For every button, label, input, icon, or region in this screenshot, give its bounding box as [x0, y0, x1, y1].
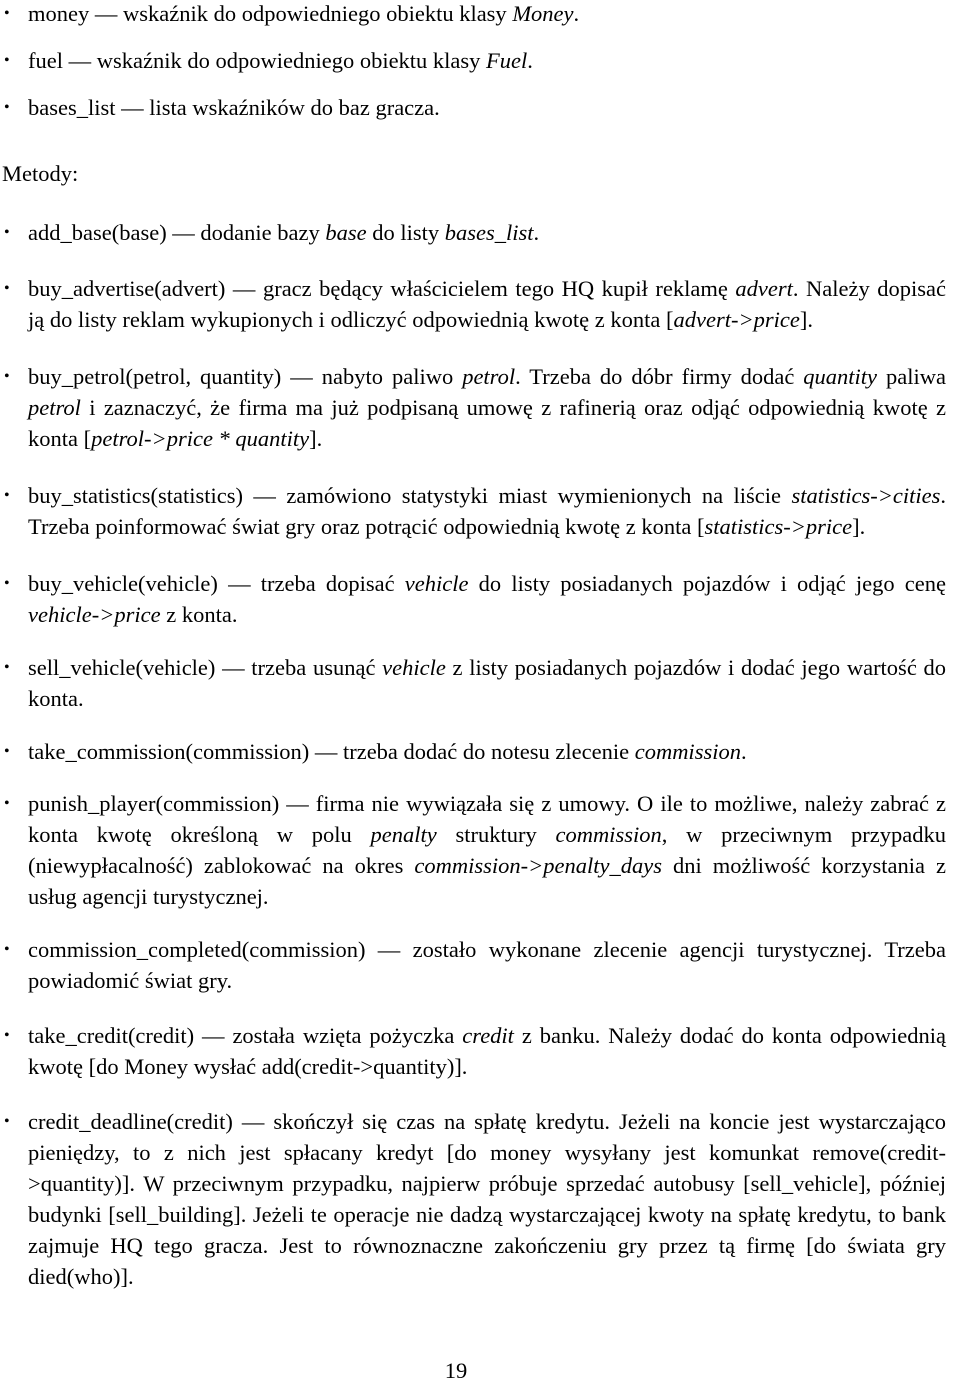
bullet: • [4, 5, 10, 22]
bullet: • [4, 99, 10, 116]
method-text: commission_completed(commission) — zostało wykonane zlecenie agencji turystycznej. Trzeba powiadomić świat gry. [28, 937, 946, 993]
method-text: i zaznaczyć, że firma ma już podpisaną umowę z rafinerią oraz odjąć odpowiednią kwotę z konta [ [28, 395, 946, 451]
method-italic-term: vehicle [404, 571, 469, 596]
method-item [0, 217, 960, 248]
method-text: struktury [436, 822, 556, 847]
method-text: z listy posiadanych pojazdów i dodać jego wartość do konta. [28, 655, 946, 711]
bullet: • [4, 52, 10, 69]
field-desc: — wskaźnik do odpowiedniego obiektu klasy [89, 1, 513, 26]
field-class: Fuel [486, 48, 528, 73]
bullet: • [4, 368, 10, 385]
field-item-money [0, 0, 960, 29]
field-desc-end: . [573, 1, 580, 26]
field-desc-end: . [527, 48, 533, 73]
bullet: • [4, 941, 10, 958]
method-item [0, 273, 960, 335]
method-text: . Trzeba do dóbr firmy dodać [515, 364, 804, 389]
method-text: do listy [366, 220, 445, 245]
method-text: do listy posiadanych pojazdów i odjąć jego cenę [468, 571, 947, 596]
method-italic-term: commission [555, 822, 662, 847]
method-italic-term: petrol->price * quantity [91, 426, 310, 451]
field-item-bases-list [0, 92, 960, 123]
method-italic-term: statistics->price [704, 514, 853, 539]
method-text: , w przeciwnym przypadku (niewypłacalność) zablokować na okres [28, 822, 947, 878]
method-italic-term: penalty [370, 822, 437, 847]
fields-list [0, 0, 960, 123]
bullet: • [4, 795, 10, 812]
field-name: fuel [28, 48, 63, 73]
method-item [0, 568, 960, 630]
method-italic-term: vehicle [382, 655, 446, 680]
method-text: paliwa [877, 364, 946, 389]
bullet: • [4, 280, 10, 297]
bullet: • [4, 1113, 10, 1130]
field-desc: — wskaźnik do odpowiedniego obiektu klasy [62, 48, 487, 73]
method-italic-term: petrol [462, 364, 516, 389]
bullet: • [4, 224, 10, 241]
method-italic-term: advert [735, 276, 793, 301]
method-text: ]. [852, 514, 866, 539]
method-text: dni możliwość korzystania z usług agencji turystycznej. [28, 853, 946, 909]
field-class: Money [512, 1, 574, 26]
method-text: buy_advertise(advert) — gracz będący właścicielem tego HQ kupił reklamę [28, 276, 736, 301]
method-italic-term: credit [462, 1023, 514, 1048]
method-text: take_credit(credit) — została wzięta pożyczka [28, 1023, 463, 1048]
field-item-fuel [0, 45, 960, 76]
method-text: take_commission(commission) — trzeba dodać do notesu zlecenie [28, 739, 635, 764]
method-text: credit_deadline(credit) — skończył się czas na spłatę kredytu. Jeżeli na koncie jest wystarczająco pieniędzy, to z nich jest spłacany kredyt [do money wysyłany jest komunkat remove(credit->quantity)]. W przeciwnym przypadku, najpierw próbuje sprzedać autobusy [sell_vehicle], później budynki [sell_building]. Jeżeli te operacje nie dadzą wystarczającej kwoty na spłatę kredytu, to bank zajmuje HQ tego gracza. Jest to równoznaczne zakończeniu gry przez tą firmę [do świata gry died(who)]. [28, 1109, 946, 1289]
method-text: . [533, 220, 540, 245]
method-italic-term: quantity [803, 364, 878, 389]
method-italic-term: vehicle->price [28, 602, 161, 627]
method-item [0, 1106, 960, 1292]
method-text: punish_player(commission) — firma nie wywiązała się z umowy. O ile to możliwe, należy zabrać z konta kwotę określoną w polu [28, 791, 946, 847]
method-item [0, 652, 960, 714]
method-item [0, 788, 960, 912]
method-text: . Trzeba poinformować świat gry oraz potrącić odpowiednią kwotę z konta [ [28, 483, 946, 539]
methods-heading: Metody: [2, 161, 79, 186]
methods-list [0, 217, 960, 1316]
method-italic-term: advert->price [673, 307, 800, 332]
method-text: sell_vehicle(vehicle) — trzeba usunąć [28, 655, 383, 680]
method-italic-term: petrol [28, 395, 81, 420]
field-name: money [28, 1, 90, 26]
method-item [0, 736, 960, 767]
method-text: . [740, 739, 747, 764]
method-text: z banku. Należy dodać do konta odpowiednią kwotę [do Money wysłać add(credit->quantity)]. [28, 1023, 946, 1079]
method-text: . Należy dopisać ją do listy reklam wykupionych i odliczyć odpowiednią kwotę z konta [ [28, 276, 946, 332]
method-text: add_base(base) — dodanie bazy [28, 220, 326, 245]
field-desc: — lista wskaźników do baz gracza. [115, 95, 440, 120]
method-text: z konta. [160, 602, 238, 627]
method-item [0, 934, 960, 996]
page-number: 19 [444, 1358, 468, 1383]
method-item [0, 480, 960, 542]
method-italic-term: commission [634, 739, 741, 764]
method-text: buy_petrol(petrol, quantity) — nabyto paliwo [28, 364, 463, 389]
method-italic-term: bases_list [444, 220, 534, 245]
bullet: • [4, 743, 10, 760]
bullet: • [4, 659, 10, 676]
method-italic-term: base [325, 220, 367, 245]
method-italic-term: statistics->cities [791, 483, 941, 508]
field-name: bases_list [28, 95, 116, 120]
method-text: buy_vehicle(vehicle) — trzeba dopisać [28, 571, 405, 596]
method-text: ]. [799, 307, 813, 332]
method-text: buy_statistics(statistics) — zamówiono statystyki miast wymienionych na liście [28, 483, 792, 508]
bullet: • [4, 1027, 10, 1044]
method-item [0, 361, 960, 454]
method-text: ]. [309, 426, 323, 451]
method-item [0, 1020, 960, 1082]
method-italic-term: commission->penalty_days [414, 853, 663, 878]
bullet: • [4, 487, 10, 504]
bullet: • [4, 575, 10, 592]
